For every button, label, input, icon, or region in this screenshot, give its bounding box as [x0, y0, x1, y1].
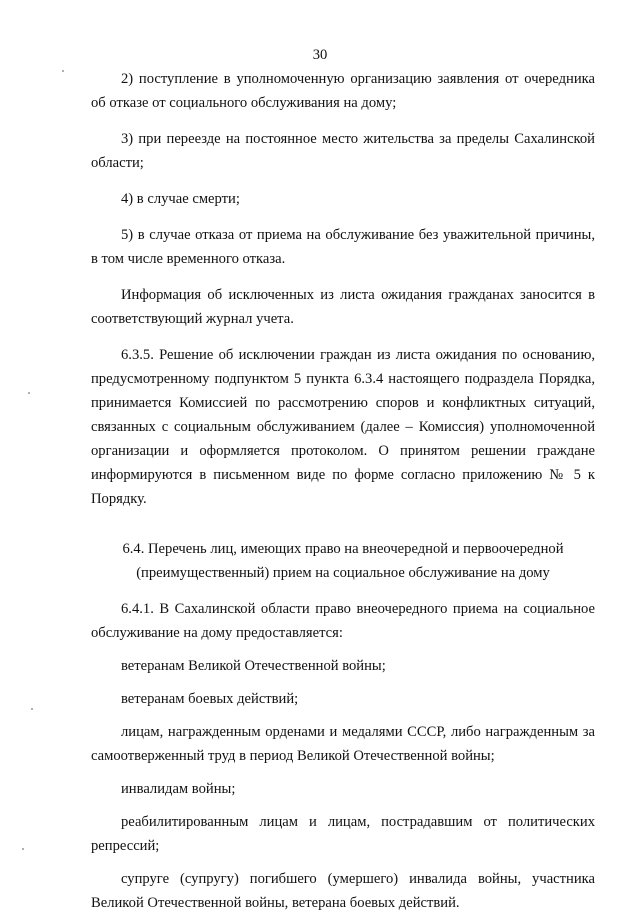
- scan-speck: [31, 708, 33, 710]
- list-item-war-invalids: инвалидам войны;: [121, 781, 236, 797]
- paragraph-exclusion-reason-3: 3) при переезде на постоянное место жительства за пределы Сахалинской области;: [91, 131, 595, 171]
- list-item-rehabilitated-persons: реабилитированным лицам и лицам, пострадавшим от политических репрессий;: [91, 814, 595, 854]
- scan-speck: [28, 392, 30, 394]
- paragraph-journal-info: Информация об исключенных из листа ожидания гражданах заносится в соответствующий журнал учета.: [91, 287, 595, 327]
- document-body: [91, 67, 595, 924]
- list-item-spouses: супруге (супругу) погибшего (умершего) инвалида войны, участника Великой Отечественной войны, ветерана боевых действий.: [91, 871, 595, 911]
- paragraph-exclusion-reason-5: 5) в случае отказа от приема на обслуживание без уважительной причины, в том числе временного отказа.: [91, 227, 595, 267]
- scan-speck: [62, 70, 64, 72]
- list-item-combat-veterans: ветеранам боевых действий;: [121, 691, 299, 707]
- section-title-line-2: (преимущественный) прием на социальное обслуживание на дому: [136, 565, 550, 581]
- paragraph-exclusion-reason-2: 2) поступление в уполномоченную организацию заявления от очередника об отказе от социального обслуживания на дому;: [91, 71, 595, 111]
- paragraph-6-3-5: 6.3.5. Решение об исключении граждан из листа ожидания по основанию, предусмотренному подпунктом 5 пункта 6.3.4 настоящего подраздела Порядка, принимается Комиссией по рассмотрению споров и конфликтных ситуаций, связанных с социальным обслуживанием (далее – Комиссия) уполномоченной организации и оформляется протоколом. О принятом решении граждане информируются в письменном виде по форме согласно приложению № 5 к Порядку.: [91, 347, 595, 507]
- list-item-wwii-veterans: ветеранам Великой Отечественной войны;: [121, 658, 386, 674]
- paragraph-exclusion-reason-4: 4) в случае смерти;: [121, 191, 240, 207]
- section-title-6-4: [91, 537, 595, 585]
- section-title-line-1: 6.4. Перечень лиц, имеющих право на внеочередной и первоочередной: [122, 541, 564, 557]
- scan-speck: [22, 848, 24, 850]
- paragraph-6-4-1: 6.4.1. В Сахалинской области право внеочередного приема на социальное обслуживание на дому предоставляется:: [91, 601, 595, 641]
- page-number: 30: [312, 47, 328, 63]
- list-item-awarded-persons: лицам, награжденным орденами и медалями СССР, либо награжденным за самоотверженный труд в период Великой Отечественной войны;: [91, 724, 595, 764]
